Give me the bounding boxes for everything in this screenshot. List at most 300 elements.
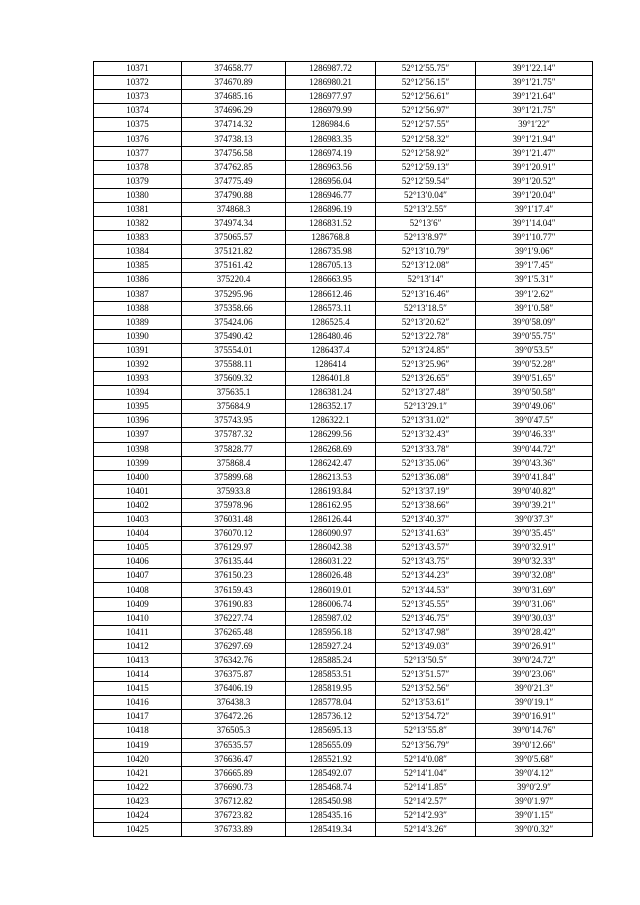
y-coordinate-cell: 1286980.21 xyxy=(286,76,376,90)
y-coordinate-cell: 1285987.02 xyxy=(286,611,376,625)
y-coordinate-cell: 1286612.46 xyxy=(286,287,376,301)
point-number-cell: 10415 xyxy=(94,682,182,696)
latitude-cell: 52°13′14″ xyxy=(376,273,476,287)
point-number-cell: 10408 xyxy=(94,583,182,597)
x-coordinate-cell: 374738.13 xyxy=(182,132,286,146)
latitude-cell: 52°13′32.43″ xyxy=(376,428,476,442)
y-coordinate-cell: 1286193.84 xyxy=(286,484,376,498)
longitude-cell: 39°0′52.28″ xyxy=(476,357,593,371)
y-coordinate-cell: 1285885.24 xyxy=(286,653,376,667)
longitude-cell: 39°0′31.69″ xyxy=(476,583,593,597)
x-coordinate-cell: 376150.23 xyxy=(182,569,286,583)
y-coordinate-cell: 1286381.24 xyxy=(286,386,376,400)
point-number-cell: 10395 xyxy=(94,400,182,414)
longitude-cell: 39°0′53.5″ xyxy=(476,343,593,357)
x-coordinate-cell: 374790.88 xyxy=(182,188,286,202)
point-number-cell: 10379 xyxy=(94,174,182,188)
longitude-cell: 39°0′50.58″ xyxy=(476,386,593,400)
longitude-cell: 39°0′43.36″ xyxy=(476,456,593,470)
x-coordinate-cell: 375635.1 xyxy=(182,386,286,400)
latitude-cell: 52°12′57.55″ xyxy=(376,118,476,132)
longitude-cell: 39°0′26.91″ xyxy=(476,639,593,653)
table-row xyxy=(94,231,593,245)
y-coordinate-cell: 1285819.95 xyxy=(286,682,376,696)
y-coordinate-cell: 1285927.24 xyxy=(286,639,376,653)
point-number-cell: 10386 xyxy=(94,273,182,287)
latitude-cell: 52°12′59.13″ xyxy=(376,160,476,174)
latitude-cell: 52°13′0.04″ xyxy=(376,188,476,202)
table-row xyxy=(94,315,593,329)
longitude-cell: 39°0′46.33″ xyxy=(476,428,593,442)
longitude-cell: 39°0′30.03″ xyxy=(476,611,593,625)
x-coordinate-cell: 376135.44 xyxy=(182,555,286,569)
table-row xyxy=(94,357,593,371)
longitude-cell: 39°1′0.58″ xyxy=(476,301,593,315)
x-coordinate-cell: 374775.49 xyxy=(182,174,286,188)
table-row xyxy=(94,527,593,541)
latitude-cell: 52°13′18.5″ xyxy=(376,301,476,315)
table-row xyxy=(94,780,593,794)
y-coordinate-cell: 1286956.04 xyxy=(286,174,376,188)
longitude-cell: 39°0′47.5″ xyxy=(476,414,593,428)
x-coordinate-cell: 374868.3 xyxy=(182,202,286,216)
x-coordinate-cell: 376472.26 xyxy=(182,710,286,724)
table-row xyxy=(94,597,593,611)
latitude-cell: 52°13′31.02″ xyxy=(376,414,476,428)
point-number-cell: 10402 xyxy=(94,498,182,512)
latitude-cell: 52°13′54.72″ xyxy=(376,710,476,724)
y-coordinate-cell: 1285695.13 xyxy=(286,724,376,738)
x-coordinate-cell: 375295.96 xyxy=(182,287,286,301)
longitude-cell: 39°1′21.94″ xyxy=(476,132,593,146)
latitude-cell: 52°13′27.48″ xyxy=(376,386,476,400)
y-coordinate-cell: 1286946.77 xyxy=(286,188,376,202)
table-row xyxy=(94,456,593,470)
point-number-cell: 10382 xyxy=(94,217,182,231)
y-coordinate-cell: 1285956.18 xyxy=(286,625,376,639)
latitude-cell: 52°13′43.75″ xyxy=(376,555,476,569)
latitude-cell: 52°13′6″ xyxy=(376,217,476,231)
point-number-cell: 10423 xyxy=(94,794,182,808)
latitude-cell: 52°13′26.65″ xyxy=(376,372,476,386)
point-number-cell: 10413 xyxy=(94,653,182,667)
table-row xyxy=(94,386,593,400)
y-coordinate-cell: 1285655.09 xyxy=(286,738,376,752)
x-coordinate-cell: 375424.06 xyxy=(182,315,286,329)
longitude-cell: 39°1′21.64″ xyxy=(476,90,593,104)
longitude-cell: 39°0′51.65″ xyxy=(476,372,593,386)
longitude-cell: 39°0′12.66″ xyxy=(476,738,593,752)
latitude-cell: 52°13′10.79″ xyxy=(376,245,476,259)
point-number-cell: 10387 xyxy=(94,287,182,301)
latitude-cell: 52°13′44.23″ xyxy=(376,569,476,583)
table-row xyxy=(94,104,593,118)
longitude-cell: 39°0′0.32″ xyxy=(476,823,593,837)
longitude-cell: 39°1′17.4″ xyxy=(476,202,593,216)
y-coordinate-cell: 1286963.56 xyxy=(286,160,376,174)
table-row xyxy=(94,301,593,315)
table-row xyxy=(94,653,593,667)
point-number-cell: 10400 xyxy=(94,470,182,484)
y-coordinate-cell: 1286983.35 xyxy=(286,132,376,146)
x-coordinate-cell: 375933.8 xyxy=(182,484,286,498)
y-coordinate-cell: 1286019.01 xyxy=(286,583,376,597)
y-coordinate-cell: 1286322.1 xyxy=(286,414,376,428)
point-number-cell: 10388 xyxy=(94,301,182,315)
longitude-cell: 39°1′7.45″ xyxy=(476,259,593,273)
x-coordinate-cell: 375161.42 xyxy=(182,259,286,273)
longitude-cell: 39°0′39.21″ xyxy=(476,498,593,512)
longitude-cell: 39°1′20.04″ xyxy=(476,188,593,202)
longitude-cell: 39°0′16.91″ xyxy=(476,710,593,724)
x-coordinate-cell: 376297.69 xyxy=(182,639,286,653)
longitude-cell: 39°0′28.42″ xyxy=(476,625,593,639)
table-row xyxy=(94,470,593,484)
table-row xyxy=(94,90,593,104)
latitude-cell: 52°13′55.8″ xyxy=(376,724,476,738)
table-row xyxy=(94,372,593,386)
latitude-cell: 52°12′55.75″ xyxy=(376,62,476,76)
table-row xyxy=(94,442,593,456)
longitude-cell: 39°0′1.97″ xyxy=(476,794,593,808)
point-number-cell: 10392 xyxy=(94,357,182,371)
latitude-cell: 52°13′38.66″ xyxy=(376,498,476,512)
x-coordinate-cell: 376723.82 xyxy=(182,808,286,822)
longitude-cell: 39°1′14.04″ xyxy=(476,217,593,231)
longitude-cell: 39°1′20.52″ xyxy=(476,174,593,188)
point-number-cell: 10416 xyxy=(94,696,182,710)
point-number-cell: 10425 xyxy=(94,823,182,837)
y-coordinate-cell: 1286090.97 xyxy=(286,527,376,541)
latitude-cell: 52°13′20.62″ xyxy=(376,315,476,329)
latitude-cell: 52°13′36.08″ xyxy=(376,470,476,484)
x-coordinate-cell: 375609.32 xyxy=(182,372,286,386)
point-number-cell: 10385 xyxy=(94,259,182,273)
x-coordinate-cell: 376342.76 xyxy=(182,653,286,667)
x-coordinate-cell: 376406.19 xyxy=(182,682,286,696)
latitude-cell: 52°14′2.57″ xyxy=(376,794,476,808)
x-coordinate-cell: 375899.68 xyxy=(182,470,286,484)
latitude-cell: 52°12′59.54″ xyxy=(376,174,476,188)
latitude-cell: 52°12′56.15″ xyxy=(376,76,476,90)
x-coordinate-cell: 376031.48 xyxy=(182,513,286,527)
x-coordinate-cell: 376665.89 xyxy=(182,766,286,780)
point-number-cell: 10403 xyxy=(94,513,182,527)
latitude-cell: 52°13′8.97″ xyxy=(376,231,476,245)
table-row xyxy=(94,513,593,527)
x-coordinate-cell: 376190.83 xyxy=(182,597,286,611)
y-coordinate-cell: 1285492.07 xyxy=(286,766,376,780)
y-coordinate-cell: 1286299.56 xyxy=(286,428,376,442)
longitude-cell: 39°1′22.14″ xyxy=(476,62,593,76)
point-number-cell: 10401 xyxy=(94,484,182,498)
y-coordinate-cell: 1286162.95 xyxy=(286,498,376,512)
longitude-cell: 39°0′31.06″ xyxy=(476,597,593,611)
point-number-cell: 10411 xyxy=(94,625,182,639)
x-coordinate-cell: 375787.32 xyxy=(182,428,286,442)
point-number-cell: 10409 xyxy=(94,597,182,611)
point-number-cell: 10389 xyxy=(94,315,182,329)
point-number-cell: 10371 xyxy=(94,62,182,76)
y-coordinate-cell: 1285450.98 xyxy=(286,794,376,808)
table-row xyxy=(94,118,593,132)
latitude-cell: 52°13′50.5″ xyxy=(376,653,476,667)
point-number-cell: 10404 xyxy=(94,527,182,541)
latitude-cell: 52°13′25.96″ xyxy=(376,357,476,371)
x-coordinate-cell: 376733.89 xyxy=(182,823,286,837)
y-coordinate-cell: 1286126.44 xyxy=(286,513,376,527)
latitude-cell: 52°13′52.56″ xyxy=(376,682,476,696)
longitude-cell: 39°0′2.9″ xyxy=(476,780,593,794)
y-coordinate-cell: 1285778.04 xyxy=(286,696,376,710)
x-coordinate-cell: 375588.11 xyxy=(182,357,286,371)
x-coordinate-cell: 376129.97 xyxy=(182,541,286,555)
point-number-cell: 10376 xyxy=(94,132,182,146)
x-coordinate-cell: 374670.89 xyxy=(182,76,286,90)
latitude-cell: 52°12′58.92″ xyxy=(376,146,476,160)
table-row xyxy=(94,498,593,512)
longitude-cell: 39°0′14.76″ xyxy=(476,724,593,738)
point-number-cell: 10378 xyxy=(94,160,182,174)
x-coordinate-cell: 376070.12 xyxy=(182,527,286,541)
latitude-cell: 52°13′44.53″ xyxy=(376,583,476,597)
y-coordinate-cell: 1286437.4 xyxy=(286,343,376,357)
longitude-cell: 39°0′37.3″ xyxy=(476,513,593,527)
y-coordinate-cell: 1286987.72 xyxy=(286,62,376,76)
table-row xyxy=(94,710,593,724)
point-number-cell: 10390 xyxy=(94,329,182,343)
latitude-cell: 52°13′49.03″ xyxy=(376,639,476,653)
point-number-cell: 10399 xyxy=(94,456,182,470)
longitude-cell: 39°0′41.84″ xyxy=(476,470,593,484)
table-row xyxy=(94,682,593,696)
latitude-cell: 52°14′1.85″ xyxy=(376,780,476,794)
longitude-cell: 39°0′4.12″ xyxy=(476,766,593,780)
longitude-cell: 39°0′49.06″ xyxy=(476,400,593,414)
latitude-cell: 52°13′40.37″ xyxy=(376,513,476,527)
latitude-cell: 52°13′16.46″ xyxy=(376,287,476,301)
x-coordinate-cell: 375868.4 xyxy=(182,456,286,470)
longitude-cell: 39°0′1.15″ xyxy=(476,808,593,822)
x-coordinate-cell: 375121.82 xyxy=(182,245,286,259)
x-coordinate-cell: 376636.47 xyxy=(182,752,286,766)
latitude-cell: 52°13′46.75″ xyxy=(376,611,476,625)
latitude-cell: 52°12′56.61″ xyxy=(376,90,476,104)
x-coordinate-cell: 376690.73 xyxy=(182,780,286,794)
x-coordinate-cell: 376438.3 xyxy=(182,696,286,710)
latitude-cell: 52°14′2.93″ xyxy=(376,808,476,822)
longitude-cell: 39°0′32.91″ xyxy=(476,541,593,555)
longitude-cell: 39°0′55.75″ xyxy=(476,329,593,343)
table-row xyxy=(94,484,593,498)
point-number-cell: 10406 xyxy=(94,555,182,569)
y-coordinate-cell: 1286979.99 xyxy=(286,104,376,118)
latitude-cell: 52°13′22.78″ xyxy=(376,329,476,343)
table-row xyxy=(94,611,593,625)
x-coordinate-cell: 376159.43 xyxy=(182,583,286,597)
latitude-cell: 52°13′41.63″ xyxy=(376,527,476,541)
x-coordinate-cell: 375358.66 xyxy=(182,301,286,315)
y-coordinate-cell: 1285468.74 xyxy=(286,780,376,794)
latitude-cell: 52°12′56.97″ xyxy=(376,104,476,118)
table-row xyxy=(94,541,593,555)
table-row xyxy=(94,808,593,822)
table-row xyxy=(94,329,593,343)
table-row xyxy=(94,752,593,766)
y-coordinate-cell: 1286401.8 xyxy=(286,372,376,386)
table-row xyxy=(94,428,593,442)
x-coordinate-cell: 375684.9 xyxy=(182,400,286,414)
x-coordinate-cell: 374974.34 xyxy=(182,217,286,231)
x-coordinate-cell: 376265.48 xyxy=(182,625,286,639)
coordinate-table-page xyxy=(93,61,592,837)
y-coordinate-cell: 1286896.19 xyxy=(286,202,376,216)
table-row xyxy=(94,668,593,682)
y-coordinate-cell: 1286831.52 xyxy=(286,217,376,231)
point-number-cell: 10381 xyxy=(94,202,182,216)
point-number-cell: 10380 xyxy=(94,188,182,202)
table-row xyxy=(94,696,593,710)
point-number-cell: 10375 xyxy=(94,118,182,132)
table-row xyxy=(94,287,593,301)
y-coordinate-cell: 1285521.92 xyxy=(286,752,376,766)
table-row xyxy=(94,625,593,639)
longitude-cell: 39°1′5.31″ xyxy=(476,273,593,287)
y-coordinate-cell: 1286525.4 xyxy=(286,315,376,329)
y-coordinate-cell: 1286663.95 xyxy=(286,273,376,287)
table-row xyxy=(94,343,593,357)
x-coordinate-cell: 376227.74 xyxy=(182,611,286,625)
table-row xyxy=(94,738,593,752)
x-coordinate-cell: 376535.57 xyxy=(182,738,286,752)
y-coordinate-cell: 1286242.47 xyxy=(286,456,376,470)
point-number-cell: 10396 xyxy=(94,414,182,428)
x-coordinate-cell: 374756.58 xyxy=(182,146,286,160)
table-row xyxy=(94,794,593,808)
table-row xyxy=(94,273,593,287)
point-number-cell: 10377 xyxy=(94,146,182,160)
x-coordinate-cell: 375065.57 xyxy=(182,231,286,245)
longitude-cell: 39°1′21.47″ xyxy=(476,146,593,160)
table-row xyxy=(94,259,593,273)
point-number-cell: 10391 xyxy=(94,343,182,357)
coordinate-table-body xyxy=(94,62,593,837)
latitude-cell: 52°13′24.85″ xyxy=(376,343,476,357)
y-coordinate-cell: 1286026.48 xyxy=(286,569,376,583)
point-number-cell: 10397 xyxy=(94,428,182,442)
table-row xyxy=(94,400,593,414)
point-number-cell: 10374 xyxy=(94,104,182,118)
point-number-cell: 10394 xyxy=(94,386,182,400)
latitude-cell: 52°14′1.04″ xyxy=(376,766,476,780)
x-coordinate-cell: 375554.01 xyxy=(182,343,286,357)
point-number-cell: 10421 xyxy=(94,766,182,780)
latitude-cell: 52°13′56.79″ xyxy=(376,738,476,752)
y-coordinate-cell: 1286573.11 xyxy=(286,301,376,315)
latitude-cell: 52°13′43.57″ xyxy=(376,541,476,555)
y-coordinate-cell: 1286984.6 xyxy=(286,118,376,132)
y-coordinate-cell: 1286480.46 xyxy=(286,329,376,343)
latitude-cell: 52°13′51.57″ xyxy=(376,668,476,682)
longitude-cell: 39°1′9.06″ xyxy=(476,245,593,259)
table-row xyxy=(94,160,593,174)
table-row xyxy=(94,174,593,188)
longitude-cell: 39°1′10.77″ xyxy=(476,231,593,245)
x-coordinate-cell: 375828.77 xyxy=(182,442,286,456)
y-coordinate-cell: 1286735.98 xyxy=(286,245,376,259)
point-number-cell: 10373 xyxy=(94,90,182,104)
point-number-cell: 10414 xyxy=(94,668,182,682)
table-row xyxy=(94,188,593,202)
point-number-cell: 10412 xyxy=(94,639,182,653)
point-number-cell: 10372 xyxy=(94,76,182,90)
y-coordinate-cell: 1286268.69 xyxy=(286,442,376,456)
latitude-cell: 52°13′29.1″ xyxy=(376,400,476,414)
table-row xyxy=(94,766,593,780)
y-coordinate-cell: 1286414 xyxy=(286,357,376,371)
longitude-cell: 39°1′2.62″ xyxy=(476,287,593,301)
table-row xyxy=(94,569,593,583)
y-coordinate-cell: 1286031.22 xyxy=(286,555,376,569)
y-coordinate-cell: 1286768.8 xyxy=(286,231,376,245)
longitude-cell: 39°1′20.91″ xyxy=(476,160,593,174)
x-coordinate-cell: 374658.77 xyxy=(182,62,286,76)
x-coordinate-cell: 376375.87 xyxy=(182,668,286,682)
y-coordinate-cell: 1286006.74 xyxy=(286,597,376,611)
longitude-cell: 39°0′5.68″ xyxy=(476,752,593,766)
point-number-cell: 10422 xyxy=(94,780,182,794)
point-number-cell: 10418 xyxy=(94,724,182,738)
point-number-cell: 10417 xyxy=(94,710,182,724)
longitude-cell: 39°0′23.06″ xyxy=(476,668,593,682)
point-number-cell: 10384 xyxy=(94,245,182,259)
y-coordinate-cell: 1285853.51 xyxy=(286,668,376,682)
longitude-cell: 39°0′24.72″ xyxy=(476,653,593,667)
y-coordinate-cell: 1285736.12 xyxy=(286,710,376,724)
table-row xyxy=(94,555,593,569)
latitude-cell: 52°13′35.06″ xyxy=(376,456,476,470)
longitude-cell: 39°0′58.09″ xyxy=(476,315,593,329)
latitude-cell: 52°13′12.08″ xyxy=(376,259,476,273)
longitude-cell: 39°0′32.33″ xyxy=(476,555,593,569)
table-row xyxy=(94,132,593,146)
longitude-cell: 39°1′21.75″ xyxy=(476,104,593,118)
y-coordinate-cell: 1285435.16 xyxy=(286,808,376,822)
y-coordinate-cell: 1286977.97 xyxy=(286,90,376,104)
latitude-cell: 52°13′33.78″ xyxy=(376,442,476,456)
latitude-cell: 52°14′3.26″ xyxy=(376,823,476,837)
table-row xyxy=(94,217,593,231)
x-coordinate-cell: 376712.82 xyxy=(182,794,286,808)
longitude-cell: 39°0′40.82″ xyxy=(476,484,593,498)
latitude-cell: 52°13′37.19″ xyxy=(376,484,476,498)
y-coordinate-cell: 1286352.17 xyxy=(286,400,376,414)
x-coordinate-cell: 376505.3 xyxy=(182,724,286,738)
x-coordinate-cell: 374714.32 xyxy=(182,118,286,132)
x-coordinate-cell: 374696.29 xyxy=(182,104,286,118)
longitude-cell: 39°1′21.75″ xyxy=(476,76,593,90)
x-coordinate-cell: 375220.4 xyxy=(182,273,286,287)
table-row xyxy=(94,76,593,90)
table-row xyxy=(94,724,593,738)
table-row xyxy=(94,639,593,653)
y-coordinate-cell: 1285419.34 xyxy=(286,823,376,837)
y-coordinate-cell: 1286705.13 xyxy=(286,259,376,273)
table-row xyxy=(94,823,593,837)
y-coordinate-cell: 1286213.53 xyxy=(286,470,376,484)
y-coordinate-cell: 1286042.38 xyxy=(286,541,376,555)
longitude-cell: 39°0′32.08″ xyxy=(476,569,593,583)
